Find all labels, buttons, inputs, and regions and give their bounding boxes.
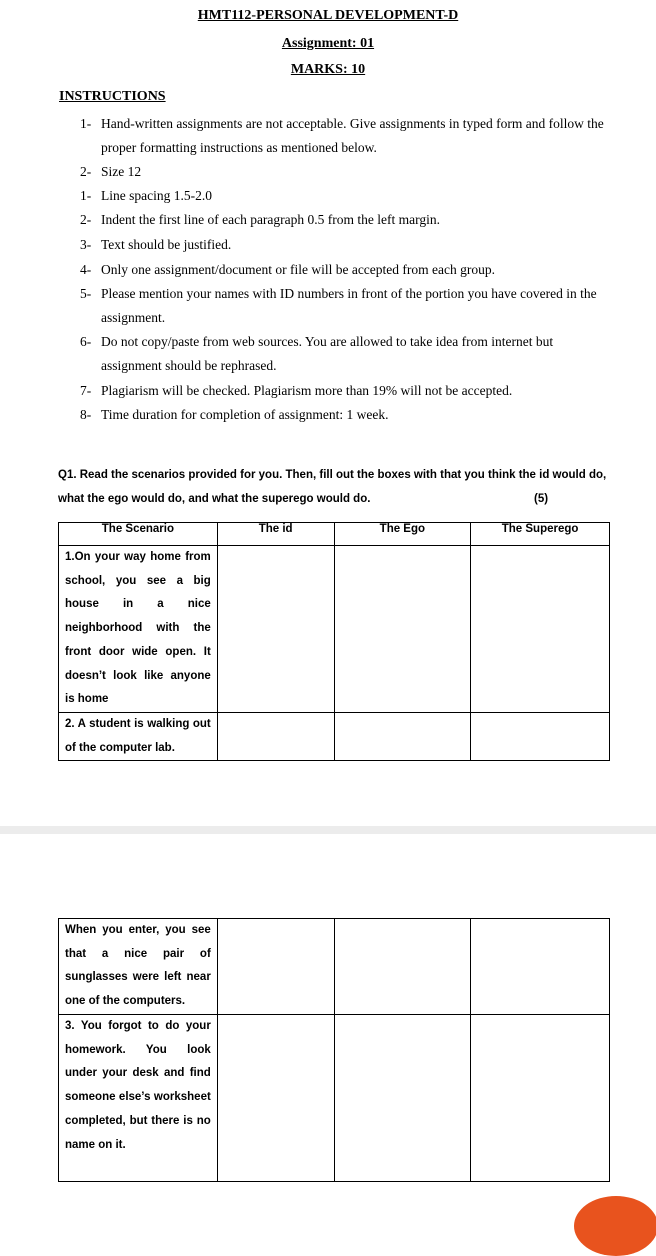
header-scenario: The Scenario — [59, 523, 218, 546]
scenario-cell: 3. You forgot to do your homework. You look under your desk and find someone else’s worksheet completed, but there is no name on it. — [59, 1015, 218, 1182]
scenario-cell: When you enter, you see that a nice pair of sunglasses were left near one of the computers. — [59, 919, 218, 1015]
scenario-table — [58, 522, 610, 761]
table-row — [59, 712, 610, 760]
superego-answer-cell[interactable] — [471, 712, 610, 760]
superego-answer-cell[interactable] — [471, 1015, 610, 1182]
scenario-cell: 2. A student is walking out of the computer lab. — [59, 712, 218, 760]
question-text: Q1. Read the scenarios provided for you. Then, fill out the boxes with that you think the id would do, what the ego would do, and what the superego would do. — [58, 469, 607, 505]
ego-answer-cell[interactable] — [334, 1015, 471, 1182]
scenario-cell: 1.On your way home from school, you see a big house in a nice neighborhood with the front door wide open. It doesn’t look like anyone is home — [59, 546, 218, 713]
instruction-text: Line spacing 1.5-2.0 — [101, 188, 212, 203]
superego-answer-cell[interactable] — [471, 546, 610, 713]
ego-answer-cell[interactable] — [334, 712, 471, 760]
instruction-number: 5- — [80, 286, 92, 301]
instructions-heading: INSTRUCTIONS — [59, 89, 166, 104]
table-header-row — [59, 523, 610, 546]
instruction-text: Plagiarism will be checked. Plagiarism more than 19% will not be accepted. — [101, 383, 513, 398]
instruction-number: 3- — [80, 237, 92, 252]
instruction-number: 6- — [80, 334, 92, 349]
id-answer-cell[interactable] — [217, 1015, 334, 1182]
course-title: HMT112-PERSONAL DEVELOPMENT-D — [197, 8, 459, 23]
instruction-number: 4- — [80, 262, 92, 277]
instruction-text: Only one assignment/document or file will be accepted from each group. — [101, 262, 495, 277]
instruction-text: Text should be justified. — [101, 237, 232, 252]
marks-total: MARKS: 10 — [290, 62, 366, 77]
instruction-number: 2- — [80, 164, 92, 179]
floating-action-button[interactable] — [574, 1196, 656, 1256]
superego-answer-cell[interactable] — [471, 919, 610, 1015]
instruction-text: Size 12 — [101, 164, 142, 179]
table-row — [59, 546, 610, 713]
instruction-text: Hand-written assignments are not acceptable. Give assignments in typed form and follow the proper formatting instructions as mentioned below. — [101, 116, 604, 155]
instruction-number: 7- — [80, 383, 92, 398]
instruction-number: 8- — [80, 407, 92, 422]
instruction-number: 2- — [80, 212, 92, 227]
instruction-number: 1- — [80, 116, 92, 131]
ego-answer-cell[interactable] — [334, 919, 471, 1015]
header-ego: The Ego — [334, 523, 471, 546]
instruction-text: Do not copy/paste from web sources. You are allowed to take idea from internet but assignment should be rephrased. — [101, 334, 554, 373]
instruction-text: Time duration for completion of assignment: 1 week. — [101, 407, 389, 422]
table-row — [59, 1015, 610, 1182]
id-answer-cell[interactable] — [217, 712, 334, 760]
header-id: The id — [217, 523, 334, 546]
instruction-number: 1- — [80, 188, 92, 203]
id-answer-cell[interactable] — [217, 919, 334, 1015]
question-marks: (5) — [534, 493, 549, 505]
question-1 — [58, 463, 618, 511]
ego-answer-cell[interactable] — [334, 546, 471, 713]
instruction-text: Please mention your names with ID numbers in front of the portion you have covered in the assignment. — [101, 286, 597, 325]
header-superego: The Superego — [471, 523, 610, 546]
assignment-number: Assignment: 01 — [281, 36, 375, 51]
page-break — [0, 826, 656, 834]
scenario-table-continued — [58, 918, 610, 1182]
instruction-text: Indent the first line of each paragraph 0.5 from the left margin. — [101, 212, 441, 227]
id-answer-cell[interactable] — [217, 546, 334, 713]
table-row — [59, 919, 610, 1015]
